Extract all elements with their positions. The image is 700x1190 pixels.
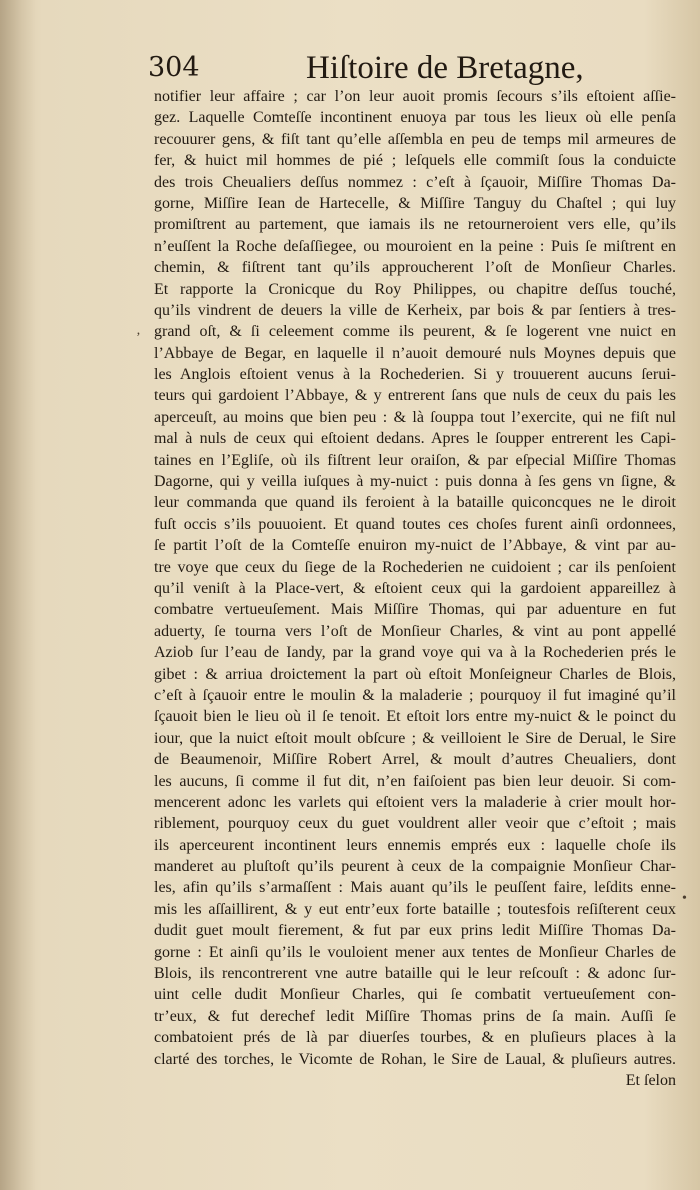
text-line: c’eſt à ſçauoir entre le moulin & la maladerie ; pourquoy il fut imaginé qu’il <box>154 686 676 704</box>
text-line: iour, que la nuict eſtoit moult obſcure ; & veilloient le Sire de Derual, le Sire <box>154 729 676 747</box>
text-line: tre voye que ceux du ſiege de la Rochederien ne cuidoient ; car ils penſoient <box>154 558 676 576</box>
text-line: les Anglois eſtoient venus à la Rochederien. Si y trouuerent aucuns ſerui- <box>154 366 676 384</box>
margin-mark: • <box>682 891 687 906</box>
text-line: tr’eux, & fut derechef ledit Miſſire Thomas prins de ſa main. Auſſi ſe <box>154 1007 676 1025</box>
text-line: recouurer gens, & fiſt tant qu’elle aſſembla en peu de temps mil armeures de <box>154 130 676 148</box>
text-line: qu’il veniſt à la Place-vert, & eſtoient ceux qui la gardoient appareillez à <box>154 579 676 597</box>
text-line: ils aperceurent incontinent leurs ennemis emprés eux : laquelle choſe ils <box>154 836 676 854</box>
text-line: fer, & huict mil hommes de pié ; leſquels elle commiſt ſous la conduicte <box>154 152 676 170</box>
page-number: 304 <box>148 52 200 83</box>
text-line: mencerent adonc les varlets qui eſtoient vers la maladerie à crier moult hor- <box>154 793 676 811</box>
text-line: les, afin qu’ils s’armaſſent : Mais auant qu’ils le peuſſent faire, leſdits enne- <box>154 879 676 897</box>
text-line: fuſt occis s’ils pouuoient. Et quand toutes ces choſes furent ainſi ordonnees, <box>154 515 676 533</box>
text-line: des trois Cheualiers deſſus nommez : c’eſt à ſçauoir, Miſſire Thomas Da- <box>154 173 676 191</box>
text-line: taines en l’Egliſe, où ils fiſtrent leur oraiſon, & par eſpecial Miſſire Thomas <box>154 451 676 469</box>
text-line: ſe partit l’oſt de la Comteſſe enuiron my-nuict de l’Abbaye, & vint par au- <box>154 537 676 555</box>
text-line: gez. Laquelle Comteſſe incontinent enuoya par tous les lieux où elle penſa <box>154 109 676 127</box>
text-line: manderet au pluſtoſt qu’ils peurent à ceux de la compaignie Monſieur Char- <box>154 858 676 876</box>
text-line: mis les aſſaillirent, & y eut entr’eux forte bataille ; toutesfois reſiſterent ceux <box>154 900 676 918</box>
text-line: n’euſſent la Roche deſaſſiegee, ou mouroient en la peine : Puis ſe miſtrent en <box>154 237 676 255</box>
text-line: gorne : Et ainſi qu’ils le vouloient mener aux tentes de Monſieur Charles de <box>154 943 676 961</box>
text-line: combatre vertueuſement. Mais Miſſire Thomas, qui par aduenture en fut <box>154 601 676 619</box>
text-line: riblement, pourquoy ceux du guet vouldrent aller veoir que c’eſtoit ; mais <box>154 815 676 833</box>
text-line: combatoient prés de là par diuerſes tourbes, & en pluſieurs places à la <box>154 1029 676 1047</box>
text-line: teurs qui gardoient l’Abbaye, & y entrerent ſans que nuls de ceux du pais les <box>154 387 676 405</box>
text-line: gibet : & arriua droictement la part où eſtoit Monſeigneur Charles de Blois, <box>154 665 676 683</box>
text-line: Dagorne, qui y veilla iuſques à my-nuict : puis donna à ſes gens vn ſigne, & <box>154 473 676 491</box>
text-line: uint celle dudit Monſieur Charles, qui ſe combatit vertueuſement con- <box>154 986 676 1004</box>
text-line: de Beaumenoir, Miſſire Robert Arrel, & moult d’autres Cheualiers, dont <box>154 751 676 769</box>
catchword: Et ſelon <box>625 1071 676 1089</box>
text-line: promiſtrent au partement, que iamais ils ne retourneroient vers elle, qu’ils <box>154 216 676 234</box>
text-line: leur commanda que quand ils feroient à la bataille quiconcques ne le diroit <box>154 494 676 512</box>
text-line: qu’ils vindrent de deuers la ville de Kerheix, par bois & par ſentiers à tres- <box>154 301 676 319</box>
text-line: l’Abbaye de Begar, en laquelle il n’auoit demouré nuls Moynes depuis que <box>154 344 676 362</box>
text-line: gorne, Miſſire Iean de Hartecelle, & Miſſire Tanguy du Chaſtel ; qui luy <box>154 194 676 212</box>
text-line: mal à nuls de ceux qui eſtoient dedans. Apres le ſoupper entrerent les Capi- <box>154 430 676 448</box>
text-line: Et rapporte la Cronicque du Roy Philippes, ou chapitre deſſus touché, <box>154 280 676 298</box>
text-line: chemin, & fiſtrent tant qu’ils approucherent l’oſt de Monſieur Charles. <box>154 259 676 277</box>
text-line: clarté des torches, le Vicomte de Rohan, le Sire de Laual, & pluſieurs autres. <box>154 1050 676 1068</box>
text-line: ſçauoit bien le lieu où il ſe tenoit. Et eſtoit lors entre my-nuict & le poinct du <box>154 708 676 726</box>
text-line: dudit guet moult fierement, & fut par eux prins ledit Miſſire Thomas Da- <box>154 922 676 940</box>
text-line: aperceuſt, au moins que bien peu : & là ſouppa tout l’exercite, qui ne fiſt nul <box>154 408 676 426</box>
text-line: Blois, ils rencontrerent vne autre bataille qui le leur reſcouſt : & adonc ſur- <box>154 965 676 983</box>
text-line: notifier leur affaire ; car l’on leur auoit promis ſecours s’ils eſtoient aſſie- <box>154 88 676 105</box>
text-line: Aziob ſur l’eau de Iandy, par la grand voye qui va à la Rochederien prés le <box>154 644 676 662</box>
text-line: aduerty, ſe tourna vers l’oſt de Monſieur Charles, & vint au pont appellé <box>154 622 676 640</box>
running-head: Hiſtoire de Bretagne, <box>306 50 584 86</box>
body-text <box>154 86 676 1091</box>
text-line: grand oſt, & ſi celeement comme ils peurent, & ſe logerent vne nuict en <box>154 323 676 341</box>
binding-gutter-shadow <box>0 0 36 1190</box>
text-line: les aucuns, ſi comme il fut dit, n’en faiſoient pas bien leur deuoir. Si com- <box>154 772 676 790</box>
margin-mark: ‚ <box>136 323 141 338</box>
